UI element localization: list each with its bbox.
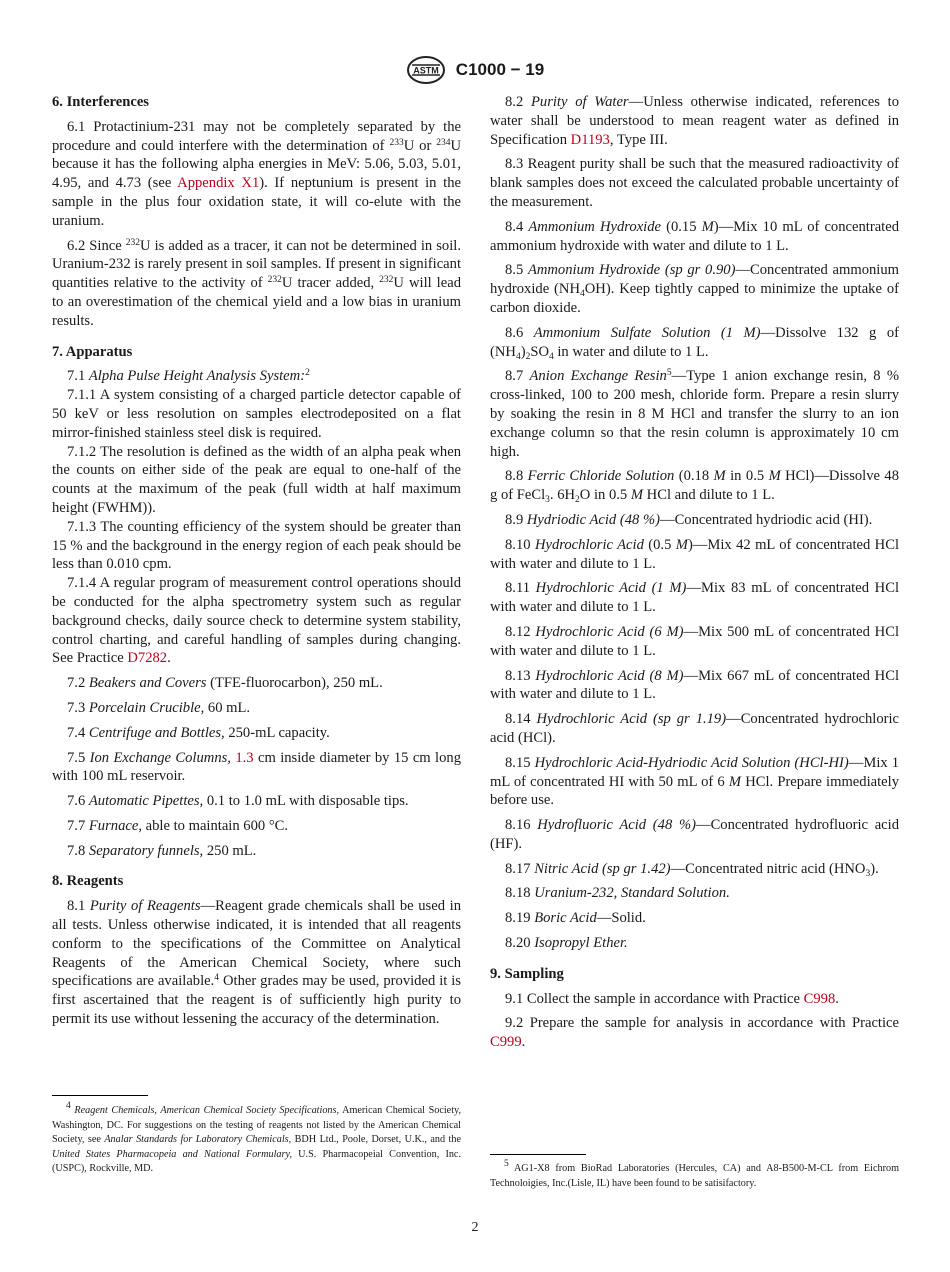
section-6-heading: 6. Interferences [52,94,149,110]
paragraph-6-1: 6.1 Protactinium-231 may not be completely separated by the procedure and could interfere with the determination of $^{233}$U or $^{234}$U because it has the following alpha energies in MeV: 5.06, 5.03, 5.01, 4.95, and 4.73 (see Appendix X1). If neptunium is present in the sample in the plus four oxidation state, it will co-elute with the uranium. [52,118,461,229]
paragraph-8-19: 8.19 Boric Acid—Solid. [505,910,646,927]
paragraph-7-1-4: 7.1.4 A regular program of measurement control operations should be conducted for the alpha spectrometry system such as regular background checks, daily source check to determine system stability, control charting, and careful handling of samples during changing. See Practice D7282. [52,575,461,667]
paragraph-9-1: 9.1 Collect the sample in accordance with Practice C998. [505,990,839,1007]
paragraph-7-4: 7.4 Centrifuge and Bottles, 250-mL capacity. [67,724,330,741]
d7282-link[interactable]: D7282 [127,650,168,667]
footnote-rule-right [490,1154,586,1155]
paragraph-7-7: 7.7 Furnace, able to maintain 600 °C. [67,817,289,834]
paragraph-7-1: 7.1 Alpha Pulse Height Analysis System:$^2$ [67,368,310,385]
left-column [52,93,461,1035]
paragraph-7-2: 7.2 Beakers and Covers (TFE-fluorocarbon), 250 mL. [67,675,383,692]
paragraph-7-8: 7.8 Separatory funnels, 250 mL. [67,842,257,859]
paragraph-8-17: 8.17 Nitric Acid (sp gr 1.42)—Concentrated nitric acid $(HNO_3)$. [505,860,879,879]
svg-text:ASTM: ASTM [413,65,439,76]
page-header [0,55,950,85]
paragraph-8-5: 8.5 Ammonium Hydroxide (sp gr 0.90)—Concentrated ammonium hydroxide $(NH_4OH)$. Keep tightly capped to minimize the uptake of carbon dioxide. [490,262,899,316]
paragraph-6-2: 6.2 Since $^{232}$U is added as a tracer, it can not be determined in soil. Uranium-232 is rarely present in soil samples. If present in significant quantities relative to the activity of $^{232}$U tracer added, $^{232}$U will lead to an overestimation of the chemical yield and a low bias in uranium results. [52,237,461,329]
footnote-rule-left [52,1095,148,1096]
c999-link[interactable]: C999 [490,1034,522,1051]
paragraph-8-11: 8.11 Hydrochloric Acid (1 M)—Mix 83 mL of concentrated HCl with water and dilute to 1 L. [490,580,899,616]
appendix-x1-link[interactable]: Appendix X1 [177,175,260,192]
paragraph-8-13: 8.13 Hydrochloric Acid (8 M)—Mix 667 mL of concentrated HCl with water and dilute to 1 L. [490,667,900,703]
paragraph-8-14: 8.14 Hydrochloric Acid (sp gr 1.19)—Concentrated hydrochloric acid (HCl). [490,711,900,746]
right-column [490,93,899,1058]
paragraph-8-7: 8.7 Anion Exchange Resin$^5$—Type 1 anion exchange resin, 8 % cross-linked, 100 to 200 mesh, chloride form. Prepare a resin slurry by soaking the resin in 8 M HCl and transfer the slurry to an ion exchange column so that the resin column is approximately 10 cm high. [490,368,899,460]
footnote-5: $^5$ AG1-X8 from BioRad Laboratories (Hercules, CA) and A8-B500-M-CL from Eichrom Technoloigies, Inc.(Lisle, IL) have been found to be satisifactory. [490,1159,899,1189]
section-7-heading: 7. Apparatus [52,343,133,360]
paragraph-8-9: 8.9 Hydriodic Acid (48 %)—Concentrated hydriodic acid (HI). [505,511,873,528]
document-designation: C1000 − 19 [455,60,545,79]
astm-logo-icon [406,55,446,85]
paragraph-8-8: 8.8 Ferric Chloride Solution (0.18 M in 0.5 M HCl)—Dissolve 48 g of FeCl$_3$. $6H_2O$ in 0.5 M HCl and dilute to 1 L. [490,468,900,506]
paragraph-8-15: 8.15 Hydrochloric Acid-Hydriodic Acid Solution (HCl-HI)—Mix 1 mL of concentrated HI with 50 mL of 6 M HCl. Prepare immediately before use. [490,754,899,809]
paragraph-8-20: 8.20 Isopropyl Ether. [505,935,628,952]
paragraph-9-2: 9.2 Prepare the sample for analysis in accordance with Practice C999. [490,1015,899,1051]
section-8-heading: 8. Reagents [52,873,124,890]
paragraph-8-4: 8.4 Ammonium Hydroxide (0.15 M)—Mix 10 mL of concentrated ammonium hydroxide with water and dilute to 1 L. [490,218,899,254]
section-1-3-link[interactable]: 1.3 [235,749,254,766]
paragraph-7-5: 7.5 Ion Exchange Columns, 1.3 cm inside diameter by 15 cm long with 100 mL reservoir. [52,749,461,785]
paragraph-8-12: 8.12 Hydrochloric Acid (6 M)—Mix 500 mL of concentrated HCl with water and dilute to 1 L. [490,623,900,659]
paragraph-8-1: 8.1 Purity of Reagents—Reagent grade chemicals shall be used in all tests. Unless otherwise indicated, it is intended that all reagents conform to the specifications of the Committee on Analytical Reagents of the American Chemical Society, where such specifications are available.$^4$ Other grades may be used, provided it is first ascertained that the reagent is of sufficiently high purity to permit its use without lessening the accuracy of the determination. [52,898,461,1028]
paragraph-8-10: 8.10 Hydrochloric Acid (0.5 M)—Mix 42 mL of concentrated HCl with water and dilute to 1 L. [490,536,899,572]
paragraph-8-18: 8.18 Uranium-232, Standard Solution. [505,885,730,902]
d1193-link[interactable]: D1193 [570,131,610,148]
paragraph-7-1-3: 7.1.3 The counting efficiency of the system should be greater than 15 % and the background in the energy region of each peak should be less than 0.010 cpm. [52,518,461,573]
paragraph-8-16: 8.16 Hydrofluoric Acid (48 %)—Concentrated hydrofluoric acid (HF). [490,817,900,852]
footnote-4: $^4$ Reagent Chemicals, American Chemical Society Specifications, American Chemical Society, Washington, DC. For suggestions on the testing of reagents not listed by the American Chemical Society, see Analar Standards for Laboratory Chemicals, BDH Ltd., Poole, Dorset, U.K., and the United States Pharmacopeia and National Formulary, U.S. Pharmacopeial Convention, Inc. (USPC), Rockville, MD. [52,1101,462,1174]
page-number: 2 [471,1220,479,1235]
paragraph-7-3: 7.3 Porcelain Crucible, 60 mL. [67,699,251,716]
paragraph-8-6: 8.6 Ammonium Sulfate Solution (1 M)—Dissolve 132 g of $(NH_4)_2SO_4$ in water and dilute to 1 L. [490,324,899,362]
c998-link[interactable]: C998 [803,990,836,1007]
paragraph-8-2: 8.2 Purity of Water—Unless otherwise indicated, references to water shall be understood to mean reagent water as defined in Specification D1193, Type III. [490,94,900,148]
paragraph-8-3: 8.3 Reagent purity shall be such that the measured radioactivity of blank samples does not exceed the calculated probable uncertainty of the measurement. [490,156,899,210]
paragraph-7-1-2: 7.1.2 The resolution is defined as the width of an alpha peak when the counts on either side of the peak are equal to one-half of the counts at the maximum of the peak (full width at half maximum height (FWHM)). [52,443,461,516]
paragraph-7-1-1: 7.1.1 A system consisting of a charged particle detector capable of 50 keV or less resolution on samples electrodeposited on a flat mirror-finished stainless steel disk is required. [52,387,461,441]
section-9-heading: 9. Sampling [490,965,564,982]
paragraph-7-6: 7.6 Automatic Pipettes, 0.1 to 1.0 mL with disposable tips. [67,793,409,810]
